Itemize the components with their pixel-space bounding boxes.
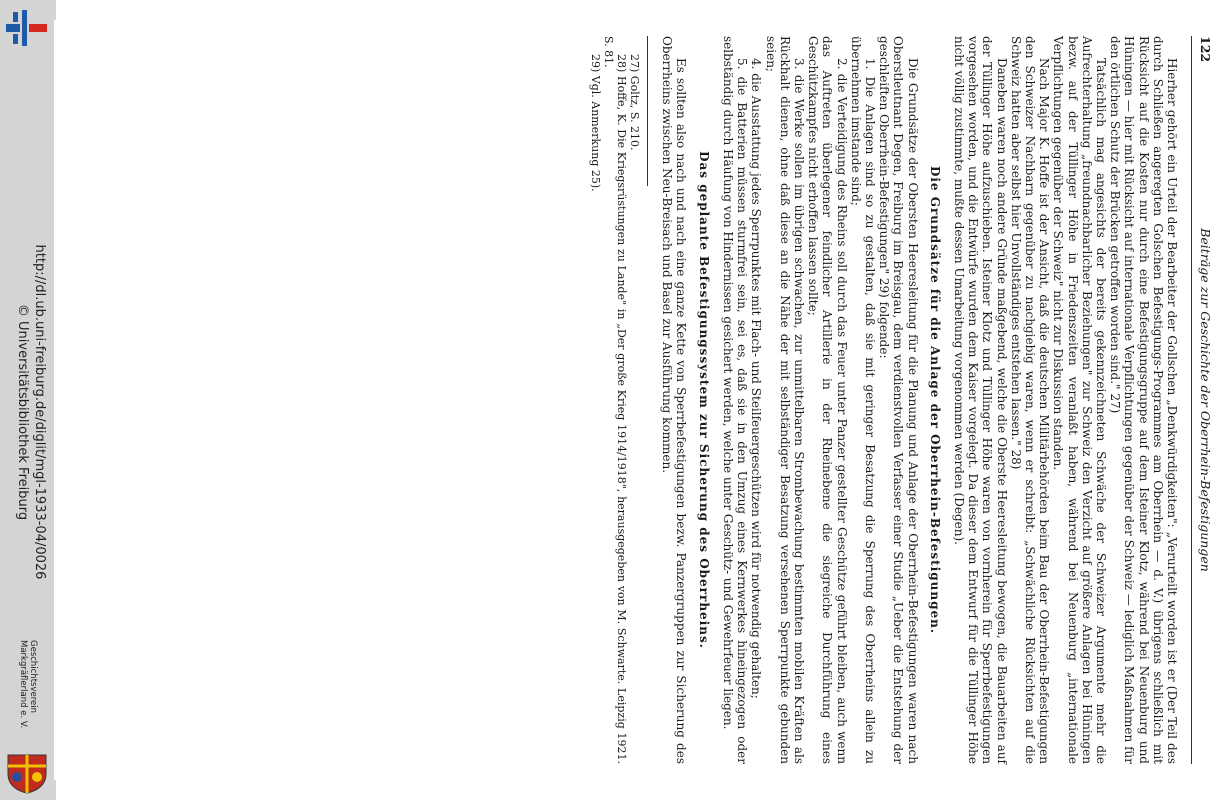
source-url[interactable]: http://dl.ub.uni-freiburg.de/diglit/mgl-1933-04/0026 (32, 244, 47, 580)
association-credit (2, 640, 54, 750)
footnote: 27) Goltz, S. 210. (628, 54, 642, 151)
footnote: 28) Hoffe, K. Die Kriegsrüstungen zu Lande" in „Der große Krieg 1914/1918", herausgegeben von M. Schwarte. Leipzig 1921. S. 81. (602, 36, 629, 764)
footnote-divider (647, 36, 648, 186)
section-heading: Die Grundsätze für die Anlage der Oberrhein-Befestigungen. (927, 165, 942, 635)
copyright-notice: © Universitätsbibliothek Freiburg (15, 303, 30, 521)
list-item: 4. die Ausstattung jedes Sperrpunktes mit Flach- und Steilfeuergeschützen wird für notwendig gehalten; (749, 58, 764, 699)
paragraph: Daneben waren noch andere Gründe maßgebend, welche die Oberste Heeresleitung bewogen, die Bauarbeiten auf der Tüllinger Höhe aufzuschieben. Isteiner Klotz und Tüllinger Höhe waren von vornherein für Sperrbefestigungen vorgesehen worden, und die Entwürfe wurden dem Kaiser vorgelegt. Da dieser dem Entwurf für die Tüllinger Höhe nicht völlig zustimmte, mußte dessen Umarbeitung vorgenommen werden (Degen). (951, 36, 1009, 764)
paragraph: Hierher gehört ein Urteil der Bearbeiter der Gollschen „Denkwürdigkeiten": „Verurteilt worden ist er (Der Teil des durch Schließen angeregten Golschen Befestigungs-Programmes am Oberrhein — d. V.) übrigens schließlich mit Rücksicht auf die Kosten nur durch eine Befestigungsgruppe auf dem Isteiner Klotz, während bei Neuenburg und Hüningen — hier mit Rücksicht auf internationale Verpflichtungen gegenüber der Schweiz — lediglich Maßnahmen für den örtlichen Schutz der Brücken getroffen worden sind." 27) (1108, 36, 1179, 764)
ub-freiburg-logo-icon (4, 8, 50, 48)
section-heading: Das geplante Befestigungssystem zur Sicherung des Oberrheins. (696, 151, 711, 649)
running-title: Beiträge zur Geschichte der Oberrhein-Befestigungen (1198, 228, 1213, 572)
paragraph: Die Grundsätze der Obersten Heeresleitung für die Planung und Anlage der Oberrhein-Befestigungen waren nach Oberstleutnant Degen, Freiburg im Breisgau, dem verdienstvollen Verfasser einer Studie „Ueber die Entstehung der geschleiften Oberrhein-Befestigungen" 29) folgende: (877, 36, 920, 764)
page-header (1191, 36, 1212, 764)
list-item: 2. die Verteidigung des Rheins soll durch das Feuer unter Panzer gestellter Geschütze geführt bleiben, auch wenn das Auftreten überlegener feindlicher Artillerie in der Rheinebene die siegreiche Durchführung eines Geschützkampfes nicht erhoffen lassen sollte; (806, 36, 849, 764)
association-name-line1: Geschichtsverein (28, 640, 38, 714)
list-item: 5. die Batterien müssen sturmfrei sein, sei es, daß sie in den Umzug eines Kernwerkes hineingezogen oder selbständig durch Häufung von Hindernissen gesichert werden, welche unter Geschütz- und Gewehrfeuer liegen. (720, 36, 750, 764)
sidebar-text-block (9, 212, 53, 612)
sidebar-strip (0, 0, 56, 800)
paragraph: Es sollten also nach und nach eine ganze Kette von Sperrbefestigungen bezw. Panzergruppen zur Sicherung des Oberrheins zwischen Neu-Breisach und Basel zur Ausführung kommen. (660, 36, 689, 764)
paragraph: Tatsächlich mag angesichts der bereits gekennzeichneten Schwäche der Schweizer Argumente mehr die Aufrechterhaltung „freundnachbarlicher Beziehungen" zur Schweiz den Verzicht auf größere Anlagen bei Hüningen bezw. auf der Tüllinger Höhe in Friedenszeiten veranlaßt haben, während bei Neuenburg „internationale Verpflichtungen gegenüber der Schweiz" nicht zur Diskussion standen. (1051, 36, 1108, 764)
footnote: 29) Vgl. Anmerkung 25). (589, 54, 603, 192)
paragraph: Nach Major K. Hoffe ist der Ansicht, daß die deutschen Militärbehörden beim Bau der Oberrhein-Befestigungen den Schweizer Nachbarn gegenüber zu nachgiebig waren, wenn er schreibt: „Schwächliche Rücksichten auf die Schweiz hatten aber selbst hier Unvollständiges entstehen lassen." 28) (1008, 36, 1052, 764)
coat-of-arms-icon (4, 752, 50, 794)
list-item: 3. die Werke sollen im übrigen schwachen, zur unmittelbaren Strombewachung bestimmten mobilen Kräften als Rückhalt dienen, ohne daß diese an die Nähe der mit selbständiger Besatzung versehenen Sperrpunkte gebunden seien; (763, 36, 806, 764)
association-name-line2: Markgräflerland e. V. (18, 640, 28, 729)
list-item: 1. Die Anlagen sind so zu gestalten, daß sie mit geringer Besatzung die Sperrung des Oberrheins allein zu übernehmen imstande sind; (848, 36, 877, 764)
scanned-page (54, 20, 1232, 780)
page-number: 122 (1198, 36, 1213, 63)
